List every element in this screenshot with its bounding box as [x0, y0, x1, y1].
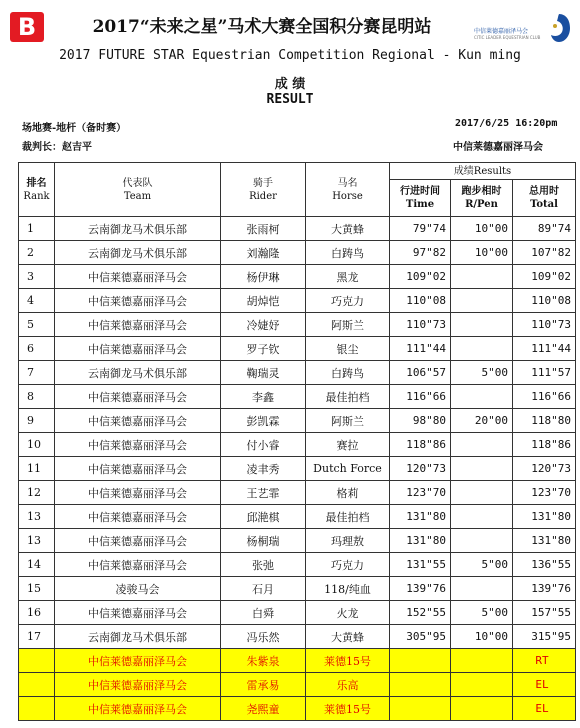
cell-time: 97"82 [390, 241, 451, 265]
cell-penalty [451, 697, 513, 721]
table-row [19, 433, 576, 457]
cell-time: 79"74 [390, 217, 451, 241]
col-header-time-en: Time [405, 199, 435, 210]
cell-rank: 4 [19, 289, 55, 313]
cell-rank: 15 [19, 577, 55, 601]
event-venue: 中信莱德嘉丽泽马会 [453, 142, 543, 153]
cell-time: 139"76 [390, 577, 451, 601]
table-row [19, 313, 576, 337]
cell-team: 中信莱德嘉丽泽马会 [55, 529, 221, 553]
col-header-pen-cn: 跑步相时 [461, 186, 502, 197]
cell-team: 云南御龙马术俱乐部 [55, 217, 221, 241]
cell-horse: 阿斯兰 [306, 313, 390, 337]
cell-total: 110"73 [513, 313, 576, 337]
cell-penalty [451, 529, 513, 553]
table-row [19, 481, 576, 505]
cell-time: 110"08 [390, 289, 451, 313]
cell-total: 120"73 [513, 457, 576, 481]
cell-penalty [451, 289, 513, 313]
cell-rider: 雷承易 [221, 673, 306, 697]
cell-rider: 朱紫泉 [221, 649, 306, 673]
col-header-total-en: Total [530, 199, 558, 210]
cell-penalty: 20"00 [451, 409, 513, 433]
cell-rider: 彭凯霖 [221, 409, 306, 433]
cell-rider: 冯乐然 [221, 625, 306, 649]
cell-rank: 8 [19, 385, 55, 409]
table-row [19, 457, 576, 481]
cell-horse: 玛理敖 [306, 529, 390, 553]
cell-rank: 13 [19, 505, 55, 529]
cell-penalty [451, 457, 513, 481]
cell-team: 中信莱德嘉丽泽马会 [55, 601, 221, 625]
cell-rider: 冷婕妤 [221, 313, 306, 337]
cell-horse: 莱德15号 [306, 649, 390, 673]
cell-penalty: 10"00 [451, 241, 513, 265]
cell-team: 中信莱德嘉丽泽马会 [55, 673, 221, 697]
cell-penalty [451, 505, 513, 529]
cell-horse: 最佳拍档 [306, 385, 390, 409]
table-row [19, 361, 576, 385]
cell-team: 云南御龙马术俱乐部 [55, 241, 221, 265]
cell-total: 107"82 [513, 241, 576, 265]
cell-penalty: 5"00 [451, 361, 513, 385]
cell-rank [19, 697, 55, 721]
table-row [19, 385, 576, 409]
cell-horse: 格莉 [306, 481, 390, 505]
table-row [19, 553, 576, 577]
cell-team: 云南御龙马术俱乐部 [55, 361, 221, 385]
cell-rank [19, 649, 55, 673]
cell-total: 110"08 [513, 289, 576, 313]
cell-team: 中信莱德嘉丽泽马会 [55, 649, 221, 673]
cell-rider: 刘瀚隆 [221, 241, 306, 265]
cell-rider: 王艺霏 [221, 481, 306, 505]
cell-team: 中信莱德嘉丽泽马会 [55, 409, 221, 433]
cell-rank: 13 [19, 529, 55, 553]
cell-horse: 大黄蜂 [306, 217, 390, 241]
brand-logo-letter: B [17, 13, 37, 41]
cell-team: 中信莱德嘉丽泽马会 [55, 433, 221, 457]
club-logo-name: 中信莱德嘉丽泽马会 [474, 28, 529, 35]
cell-rank: 14 [19, 553, 55, 577]
cell-total: 118"80 [513, 409, 576, 433]
cell-rider: 鞠瑞灵 [221, 361, 306, 385]
cell-total: 131"80 [513, 505, 576, 529]
page-title-en: 2017 FUTURE STAR Equestrian Competition Regional - Kun ming [59, 48, 521, 63]
cell-rider: 李鑫 [221, 385, 306, 409]
table-row [19, 649, 576, 673]
cell-total: RT [513, 649, 576, 673]
cell-rider: 邱滟棋 [221, 505, 306, 529]
table-row [19, 265, 576, 289]
cell-rank: 17 [19, 625, 55, 649]
cell-rider: 石月 [221, 577, 306, 601]
table-row [19, 289, 576, 313]
table-row [19, 217, 576, 241]
cell-rider: 张弛 [221, 553, 306, 577]
col-header-rider-cn: 骑手 [253, 177, 273, 189]
cell-horse: Dutch Force [306, 457, 390, 481]
cell-total: 116"66 [513, 385, 576, 409]
cell-team: 中信莱德嘉丽泽马会 [55, 385, 221, 409]
cell-total: 118"86 [513, 433, 576, 457]
cell-horse: 白踌鸟 [306, 361, 390, 385]
cell-total: 123"70 [513, 481, 576, 505]
cell-total: 315"95 [513, 625, 576, 649]
cell-team: 中信莱德嘉丽泽马会 [55, 289, 221, 313]
cell-time: 131"80 [390, 529, 451, 553]
cell-time: 111"44 [390, 337, 451, 361]
cell-team: 中信莱德嘉丽泽马会 [55, 505, 221, 529]
cell-total: 139"76 [513, 577, 576, 601]
cell-rank: 3 [19, 265, 55, 289]
col-header-horse-cn: 马名 [337, 177, 358, 189]
club-logo-sub: CITIC LEADER EQUESTRIAN CLUB [474, 35, 541, 40]
col-header-pen-en: R/Pen [465, 199, 498, 210]
cell-time: 305"95 [390, 625, 451, 649]
cell-penalty [451, 265, 513, 289]
cell-horse: 黑龙 [306, 265, 390, 289]
cell-rank: 6 [19, 337, 55, 361]
cell-rank: 10 [19, 433, 55, 457]
cell-horse: 赛拉 [306, 433, 390, 457]
cell-horse: 银尘 [306, 337, 390, 361]
cell-time: 106"57 [390, 361, 451, 385]
table-row [19, 529, 576, 553]
results-table [18, 162, 576, 721]
col-header-results: 成绩Results [390, 163, 576, 180]
cell-penalty: 5"00 [451, 601, 513, 625]
cell-team: 中信莱德嘉丽泽马会 [55, 697, 221, 721]
cell-time [390, 673, 451, 697]
event-date-time: 2017/6/25 16:20pm [455, 118, 558, 129]
col-header-horse [306, 163, 390, 217]
cell-rider: 杨桐瑞 [221, 529, 306, 553]
event-name: 场地赛-地杆（备时赛） [22, 123, 127, 134]
cell-rider: 付小睿 [221, 433, 306, 457]
col-header-time [390, 180, 451, 217]
table-row [19, 577, 576, 601]
cell-horse: 乐高 [306, 673, 390, 697]
cell-penalty: 10"00 [451, 625, 513, 649]
results-table-body [19, 217, 576, 721]
table-row [19, 673, 576, 697]
cell-rider: 白舜 [221, 601, 306, 625]
cell-team: 中信莱德嘉丽泽马会 [55, 457, 221, 481]
cell-team: 凌骏马会 [55, 577, 221, 601]
cell-time: 116"66 [390, 385, 451, 409]
chief-judge: 裁判长：赵吉平 [22, 142, 92, 153]
cell-horse: 莱德15号 [306, 697, 390, 721]
table-row [19, 409, 576, 433]
cell-time: 120"73 [390, 457, 451, 481]
cell-penalty: 10"00 [451, 217, 513, 241]
cell-rank [19, 673, 55, 697]
col-header-rider [221, 163, 306, 217]
cell-horse: 巧克力 [306, 289, 390, 313]
cell-rider: 张雨柯 [221, 217, 306, 241]
club-logo-right [474, 10, 574, 50]
cell-rider: 罗子钦 [221, 337, 306, 361]
cell-total: 136"55 [513, 553, 576, 577]
cell-rank: 5 [19, 313, 55, 337]
cell-time: 98"80 [390, 409, 451, 433]
cell-time: 131"80 [390, 505, 451, 529]
col-header-team-cn: 代表队 [122, 177, 153, 189]
cell-team: 中信莱德嘉丽泽马会 [55, 265, 221, 289]
cell-rank: 2 [19, 241, 55, 265]
cell-penalty [451, 481, 513, 505]
cell-time: 131"55 [390, 553, 451, 577]
cell-horse: 巧克力 [306, 553, 390, 577]
cell-total: EL [513, 673, 576, 697]
col-header-team [55, 163, 221, 217]
cell-penalty [451, 385, 513, 409]
table-row [19, 505, 576, 529]
cell-team: 中信莱德嘉丽泽马会 [55, 481, 221, 505]
cell-time: 123"70 [390, 481, 451, 505]
horse-logo-icon [546, 12, 572, 44]
page-title-cn: 2017“未来之星”马术大赛全国积分赛昆明站 [92, 17, 432, 37]
cell-rank: 11 [19, 457, 55, 481]
cell-penalty [451, 313, 513, 337]
table-row [19, 241, 576, 265]
table-row [19, 625, 576, 649]
brand-logo-left [10, 12, 44, 42]
cell-horse: 火龙 [306, 601, 390, 625]
cell-time [390, 697, 451, 721]
cell-rank: 7 [19, 361, 55, 385]
col-header-horse-en: Horse [332, 190, 363, 202]
cell-rank: 9 [19, 409, 55, 433]
cell-total: 89"74 [513, 217, 576, 241]
cell-total: 111"57 [513, 361, 576, 385]
cell-rider: 凌聿秀 [221, 457, 306, 481]
col-header-total [513, 180, 576, 217]
cell-horse: 最佳拍档 [306, 505, 390, 529]
col-header-team-en: Team [123, 190, 152, 202]
cell-time: 110"73 [390, 313, 451, 337]
table-row [19, 601, 576, 625]
cell-total: 131"80 [513, 529, 576, 553]
cell-time: 152"55 [390, 601, 451, 625]
cell-horse: 白踌鸟 [306, 241, 390, 265]
cell-penalty: 5"00 [451, 553, 513, 577]
table-row [19, 337, 576, 361]
result-heading-en: RESULT [266, 92, 314, 107]
cell-team: 中信莱德嘉丽泽马会 [55, 313, 221, 337]
cell-time: 109"02 [390, 265, 451, 289]
col-header-rank-cn: 排名 [26, 177, 47, 189]
cell-team: 云南御龙马术俱乐部 [55, 625, 221, 649]
cell-rider: 杨伊琳 [221, 265, 306, 289]
cell-penalty [451, 433, 513, 457]
cell-time: 118"86 [390, 433, 451, 457]
cell-horse: 大黄蜂 [306, 625, 390, 649]
col-header-pen [451, 180, 513, 217]
table-row [19, 697, 576, 721]
col-header-rank [19, 163, 55, 217]
cell-rank: 1 [19, 217, 55, 241]
cell-rank: 12 [19, 481, 55, 505]
cell-rider: 胡焯恺 [221, 289, 306, 313]
col-header-time-cn: 行进时间 [400, 186, 440, 197]
cell-penalty [451, 337, 513, 361]
cell-total: 109"02 [513, 265, 576, 289]
cell-penalty [451, 649, 513, 673]
cell-time [390, 649, 451, 673]
cell-team: 中信莱德嘉丽泽马会 [55, 337, 221, 361]
cell-total: EL [513, 697, 576, 721]
col-header-rider-en: Rider [249, 190, 277, 202]
cell-total: 111"44 [513, 337, 576, 361]
cell-total: 157"55 [513, 601, 576, 625]
cell-rank: 16 [19, 601, 55, 625]
cell-penalty [451, 577, 513, 601]
col-header-rank-en: Rank [23, 190, 50, 202]
cell-horse: 118/纯血 [306, 577, 390, 601]
cell-penalty [451, 673, 513, 697]
cell-team: 中信莱德嘉丽泽马会 [55, 553, 221, 577]
result-heading-cn: 成 绩 [274, 77, 306, 92]
cell-horse: 阿斯兰 [306, 409, 390, 433]
col-header-total-cn: 总用时 [529, 186, 559, 197]
cell-rider: 尧熙童 [221, 697, 306, 721]
